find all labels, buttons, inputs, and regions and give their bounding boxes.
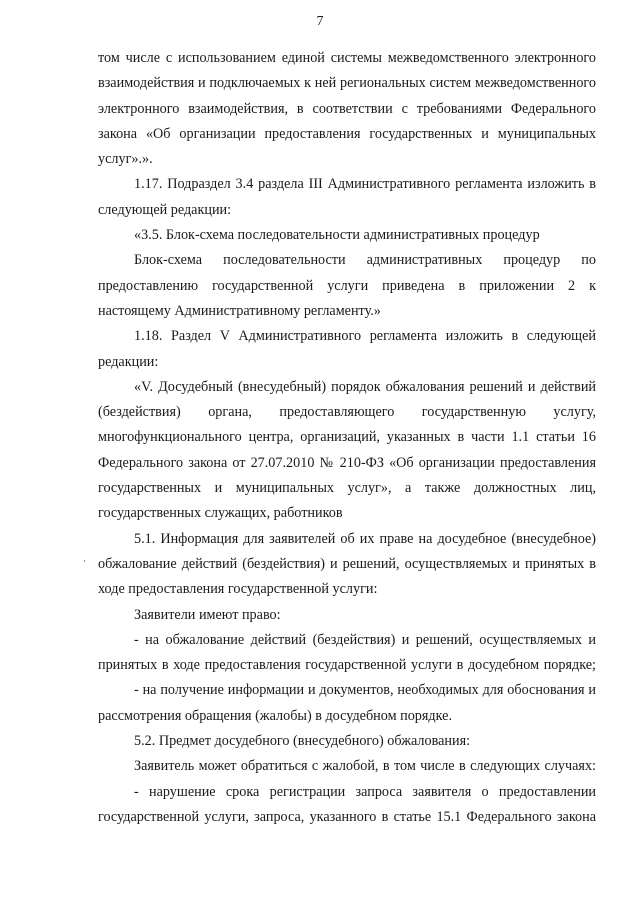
text-line: многофункционального центра, организаций, указанных в части 1.1 статьи 16 [98, 429, 596, 446]
text-line: настоящему Административному регламенту.» [98, 302, 381, 319]
text-line: государственной услуги, запроса, указанного в статье 15.1 Федерального закона [98, 808, 596, 825]
text-line: закона «Об организации предоставления государственных и муниципальных [98, 125, 596, 142]
text-line: Федерального закона от 27.07.2010 № 210-ФЗ «Об организации предоставления [98, 454, 596, 471]
text-line: предоставлению государственной услуги приведена в приложении 2 к [98, 277, 596, 294]
text-line: - на обжалование действий (бездействия) и решений, осуществляемых и [134, 631, 596, 648]
text-line: ходе предоставления государственной услуги: [98, 581, 378, 598]
text-line: государственных служащих, работников [98, 505, 343, 522]
text-line: (бездействия) органа, предоставляющего государственную услугу, [98, 404, 596, 421]
document-body [98, 46, 596, 830]
text-line: Заявитель может обратиться с жалобой, в том числе в следующих случаях: [134, 758, 596, 775]
text-line: 5.2. Предмет досудебного (внесудебного) обжалования: [134, 733, 471, 750]
text-line: электронного взаимодействия, в соответствии с требованиями Федерального [98, 100, 596, 117]
text-line: 1.17. Подраздел 3.4 раздела III Административного регламента изложить в [134, 176, 596, 193]
text-line: редакции: [98, 353, 159, 370]
text-line: «V. Досудебный (внесудебный) порядок обжалования решений и действий [134, 378, 596, 395]
scan-mark [84, 560, 85, 562]
text-line: Блок-схема последовательности административных процедур по [134, 252, 596, 269]
text-line: государственных и муниципальных услуг», а также должностных лиц, [98, 480, 596, 497]
text-line: «3.5. Блок-схема последовательности административных процедур [134, 227, 540, 244]
text-line: - на получение информации и документов, необходимых для обоснования и [134, 682, 596, 699]
text-line: Заявители имеют право: [134, 606, 281, 623]
text-line: 1.18. Раздел V Административного регламента изложить в следующей [134, 328, 596, 345]
text-line: взаимодействия и подключаемых к ней региональных систем межведомственного [98, 75, 596, 92]
text-line: услуг».». [98, 151, 153, 168]
page-number: 7 [316, 14, 324, 29]
text-line: обжалование действий (бездействия) и решений, осуществляемых и принятых в [98, 555, 596, 572]
text-line: принятых в ходе предоставления государственной услуги в досудебном порядке; [98, 657, 596, 674]
text-line: 5.1. Информация для заявителей об их праве на досудебное (внесудебное) [134, 530, 596, 547]
text-line: следующей редакции: [98, 201, 232, 218]
text-line: том числе с использованием единой системы межведомственного электронного [98, 50, 596, 66]
text-line: - нарушение срока регистрации запроса заявителя о предоставлении [134, 783, 596, 800]
text-line: рассмотрения обращения (жалобы) в досудебном порядке. [98, 707, 453, 724]
